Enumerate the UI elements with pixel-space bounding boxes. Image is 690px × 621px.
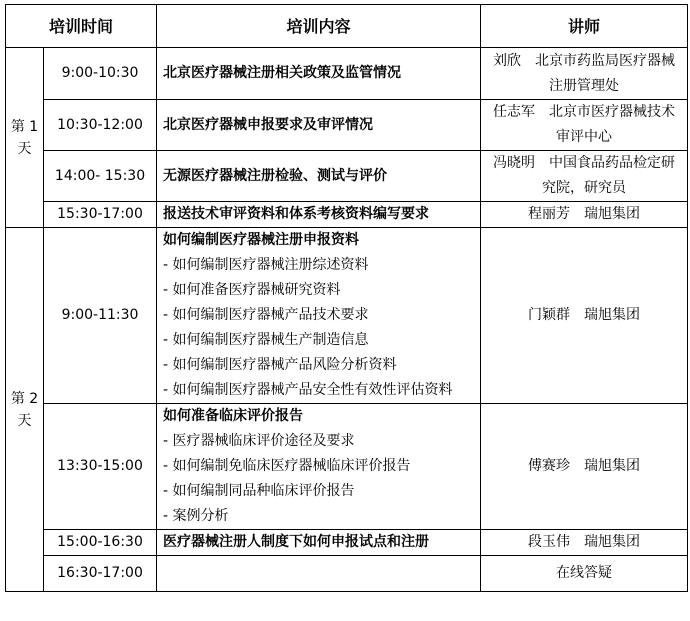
content-cell <box>157 556 481 592</box>
lecturer-cell: 冯晓明 中国食品药品检定研究院，研究员 <box>481 151 688 202</box>
time-cell: 15:30-17:00 <box>44 202 157 228</box>
topic-item: - 如何编制医疗器械注册综述资料 <box>163 257 369 273</box>
topic-item: - 案例分析 <box>163 508 229 524</box>
header-time: 培训时间 <box>6 5 157 48</box>
content-cell: 无源医疗器械注册检验、测试与评价 <box>157 151 481 202</box>
table-row <box>6 202 688 228</box>
time-cell: 16:30-17:00 <box>44 556 157 592</box>
lecturer-cell: 在线答疑 <box>481 556 688 592</box>
lecturer-cell: 任志军 北京市医疗器械技术审评中心 <box>481 100 688 151</box>
lecturer-cell: 段玉伟 瑞旭集团 <box>481 530 688 556</box>
topic-item: - 如何编制医疗器械产品安全性有效性评估资料 <box>163 382 453 398</box>
table-row <box>6 151 688 202</box>
table-row <box>6 404 688 530</box>
header-lecturer: 讲师 <box>481 5 688 48</box>
topic-heading: 如何准备临床评价报告 <box>163 408 304 424</box>
time-cell: 13:30-15:00 <box>44 404 157 530</box>
time-cell: 9:00-11:30 <box>44 228 157 404</box>
content-cell <box>157 228 481 404</box>
content-cell: 北京医疗器械注册相关政策及监管情况 <box>157 48 481 100</box>
training-schedule-table <box>5 4 688 592</box>
table-row <box>6 556 688 592</box>
lecturer-cell: 程丽芳 瑞旭集团 <box>481 202 688 228</box>
content-cell: 报送技术审评资料和体系考核资料编写要求 <box>157 202 481 228</box>
content-cell <box>157 404 481 530</box>
content-cell: 北京医疗器械申报要求及审评情况 <box>157 100 481 151</box>
lecturer-cell: 傅赛珍 瑞旭集团 <box>481 404 688 530</box>
day-label: 第 2 天 <box>6 228 44 592</box>
table-row <box>6 530 688 556</box>
header-row <box>6 5 688 48</box>
time-cell: 9:00-10:30 <box>44 48 157 100</box>
table-row <box>6 100 688 151</box>
lecturer-cell: 门颖群 瑞旭集团 <box>481 228 688 404</box>
time-cell: 15:00-16:30 <box>44 530 157 556</box>
topic-item: - 如何准备医疗器械研究资料 <box>163 282 341 298</box>
table-row <box>6 48 688 100</box>
content-cell: 医疗器械注册人制度下如何申报试点和注册 <box>157 530 481 556</box>
header-content: 培训内容 <box>157 5 481 48</box>
time-cell: 10:30-12:00 <box>44 100 157 151</box>
time-cell: 14:00- 15:30 <box>44 151 157 202</box>
lecturer-cell: 刘欣 北京市药监局医疗器械注册管理处 <box>481 48 688 100</box>
topic-item: - 医疗器械临床评价途径及要求 <box>163 433 355 449</box>
table-row <box>6 228 688 404</box>
topic-item: - 如何编制免临床医疗器械临床评价报告 <box>163 458 411 474</box>
topic-item: - 如何编制医疗器械产品风险分析资料 <box>163 357 397 373</box>
topic-item: - 如何编制医疗器械产品技术要求 <box>163 307 369 323</box>
topic-item: - 如何编制同品种临床评价报告 <box>163 483 355 499</box>
day-label: 第 1 天 <box>6 48 44 228</box>
topic-item: - 如何编制医疗器械生产制造信息 <box>163 332 369 348</box>
topic-heading: 如何编制医疗器械注册申报资料 <box>163 232 360 248</box>
